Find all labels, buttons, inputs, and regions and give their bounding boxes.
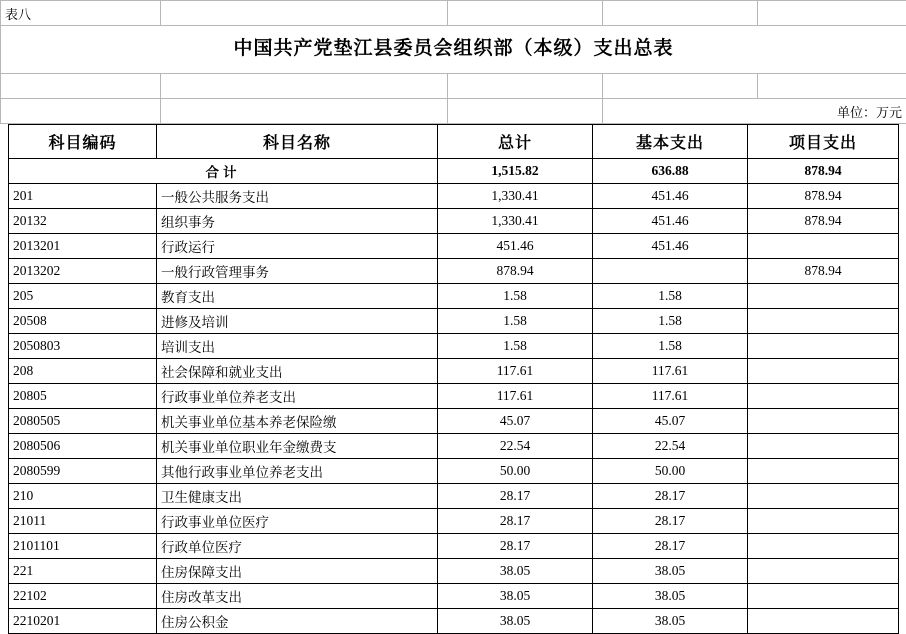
empty-cell xyxy=(1,74,161,99)
total-row-basic: 636.88 xyxy=(593,159,748,184)
cell-project-expenditure xyxy=(748,384,899,409)
empty-cell xyxy=(161,1,448,26)
total-row-label: 合计 xyxy=(9,159,438,184)
cell-total: 28.17 xyxy=(438,534,593,559)
cell-total: 22.54 xyxy=(438,434,593,459)
cell-total: 1.58 xyxy=(438,334,593,359)
expenditure-table xyxy=(8,124,899,634)
total-row-project: 878.94 xyxy=(748,159,899,184)
cell-subject-code: 221 xyxy=(9,559,157,584)
cell-subject-name: 机关事业单位职业年金缴费支 xyxy=(157,434,438,459)
column-header-total: 总计 xyxy=(438,125,593,159)
cell-project-expenditure xyxy=(748,359,899,384)
cell-total: 28.17 xyxy=(438,484,593,509)
cell-subject-code: 2013201 xyxy=(9,234,157,259)
table-row xyxy=(9,184,899,209)
cell-total: 38.05 xyxy=(438,559,593,584)
tab-label: 表八 xyxy=(5,7,31,22)
cell-subject-name: 培训支出 xyxy=(157,334,438,359)
empty-cell xyxy=(448,74,603,99)
empty-cell xyxy=(161,99,448,124)
cell-subject-name: 行政事业单位医疗 xyxy=(157,509,438,534)
empty-cell xyxy=(1,99,161,124)
cell-basic-expenditure: 38.05 xyxy=(593,559,748,584)
cell-subject-code: 22102 xyxy=(9,584,157,609)
table-row xyxy=(9,459,899,484)
cell-project-expenditure xyxy=(748,509,899,534)
cell-total: 38.05 xyxy=(438,609,593,634)
table-row xyxy=(9,609,899,634)
cell-basic-expenditure: 117.61 xyxy=(593,359,748,384)
cell-subject-code: 20508 xyxy=(9,309,157,334)
cell-project-expenditure xyxy=(748,334,899,359)
total-row-total: 1,515.82 xyxy=(438,159,593,184)
cell-subject-code: 2050803 xyxy=(9,334,157,359)
table-row xyxy=(9,534,899,559)
column-header-code: 科目编码 xyxy=(9,125,157,159)
empty-cell xyxy=(603,1,758,26)
empty-cell xyxy=(758,74,906,99)
cell-subject-name: 社会保障和就业支出 xyxy=(157,359,438,384)
spacer-row xyxy=(1,74,906,99)
cell-total: 1.58 xyxy=(438,309,593,334)
cell-total: 38.05 xyxy=(438,584,593,609)
table-row xyxy=(9,309,899,334)
cell-subject-code: 201 xyxy=(9,184,157,209)
cell-project-expenditure: 878.94 xyxy=(748,184,899,209)
cell-project-expenditure xyxy=(748,484,899,509)
cell-project-expenditure xyxy=(748,234,899,259)
cell-project-expenditure xyxy=(748,434,899,459)
cell-subject-code: 205 xyxy=(9,284,157,309)
sheet-header-grid xyxy=(0,0,906,124)
cell-subject-name: 一般行政管理事务 xyxy=(157,259,438,284)
cell-subject-name: 教育支出 xyxy=(157,284,438,309)
cell-total: 50.00 xyxy=(438,459,593,484)
cell-subject-code: 210 xyxy=(9,484,157,509)
tab-label-cell xyxy=(1,1,161,26)
cell-subject-name: 行政事业单位养老支出 xyxy=(157,384,438,409)
table-row xyxy=(9,209,899,234)
unit-note: 单位：万元 xyxy=(837,105,902,120)
cell-basic-expenditure: 28.17 xyxy=(593,534,748,559)
cell-total: 451.46 xyxy=(438,234,593,259)
table-row xyxy=(9,434,899,459)
cell-basic-expenditure: 28.17 xyxy=(593,509,748,534)
cell-project-expenditure xyxy=(748,559,899,584)
cell-basic-expenditure xyxy=(593,259,748,284)
cell-subject-name: 行政运行 xyxy=(157,234,438,259)
header-row xyxy=(9,125,899,159)
cell-subject-name: 一般公共服务支出 xyxy=(157,184,438,209)
cell-basic-expenditure: 1.58 xyxy=(593,284,748,309)
cell-subject-name: 组织事务 xyxy=(157,209,438,234)
table-row xyxy=(9,334,899,359)
cell-total: 1,330.41 xyxy=(438,184,593,209)
title-row xyxy=(1,26,906,74)
cell-subject-name: 进修及培训 xyxy=(157,309,438,334)
cell-project-expenditure xyxy=(748,609,899,634)
cell-basic-expenditure: 117.61 xyxy=(593,384,748,409)
cell-project-expenditure xyxy=(748,534,899,559)
unit-note-cell xyxy=(603,99,906,124)
cell-subject-code: 2080505 xyxy=(9,409,157,434)
unit-note-row xyxy=(1,99,906,124)
cell-subject-name: 其他行政事业单位养老支出 xyxy=(157,459,438,484)
cell-basic-expenditure: 28.17 xyxy=(593,484,748,509)
column-header-basic: 基本支出 xyxy=(593,125,748,159)
table-row xyxy=(9,384,899,409)
cell-total: 117.61 xyxy=(438,359,593,384)
table-row xyxy=(9,259,899,284)
cell-basic-expenditure: 1.58 xyxy=(593,334,748,359)
cell-basic-expenditure: 451.46 xyxy=(593,234,748,259)
cell-subject-name: 卫生健康支出 xyxy=(157,484,438,509)
table-row xyxy=(9,584,899,609)
cell-subject-name: 行政单位医疗 xyxy=(157,534,438,559)
cell-subject-name: 住房公积金 xyxy=(157,609,438,634)
cell-project-expenditure xyxy=(748,584,899,609)
cell-total: 117.61 xyxy=(438,384,593,409)
tab-label-row xyxy=(1,1,906,26)
cell-basic-expenditure: 1.58 xyxy=(593,309,748,334)
empty-cell xyxy=(603,74,758,99)
cell-basic-expenditure: 451.46 xyxy=(593,184,748,209)
cell-subject-code: 2210201 xyxy=(9,609,157,634)
cell-subject-code: 2013202 xyxy=(9,259,157,284)
empty-cell xyxy=(758,1,906,26)
cell-total: 45.07 xyxy=(438,409,593,434)
cell-project-expenditure xyxy=(748,309,899,334)
table-row xyxy=(9,559,899,584)
cell-subject-name: 机关事业单位基本养老保险缴 xyxy=(157,409,438,434)
cell-basic-expenditure: 451.46 xyxy=(593,209,748,234)
cell-subject-code: 20132 xyxy=(9,209,157,234)
column-header-project: 项目支出 xyxy=(748,125,899,159)
empty-cell xyxy=(448,1,603,26)
table-row xyxy=(9,284,899,309)
table-row xyxy=(9,509,899,534)
table-header xyxy=(9,125,899,159)
cell-total: 1.58 xyxy=(438,284,593,309)
cell-subject-code: 21011 xyxy=(9,509,157,534)
table-row xyxy=(9,234,899,259)
cell-project-expenditure: 878.94 xyxy=(748,259,899,284)
column-header-name: 科目名称 xyxy=(157,125,438,159)
cell-total: 1,330.41 xyxy=(438,209,593,234)
cell-total: 878.94 xyxy=(438,259,593,284)
cell-subject-code: 2080506 xyxy=(9,434,157,459)
cell-project-expenditure xyxy=(748,409,899,434)
cell-project-expenditure: 878.94 xyxy=(748,209,899,234)
empty-cell xyxy=(161,74,448,99)
cell-basic-expenditure: 50.00 xyxy=(593,459,748,484)
cell-project-expenditure xyxy=(748,284,899,309)
cell-subject-code: 2101101 xyxy=(9,534,157,559)
table-body xyxy=(9,159,899,634)
cell-project-expenditure xyxy=(748,459,899,484)
table-row xyxy=(9,359,899,384)
page-title: 中国共产党垫江县委员会组织部（本级）支出总表 xyxy=(233,38,673,59)
cell-basic-expenditure: 38.05 xyxy=(593,609,748,634)
cell-subject-code: 208 xyxy=(9,359,157,384)
cell-subject-code: 2080599 xyxy=(9,459,157,484)
table-row xyxy=(9,409,899,434)
total-row xyxy=(9,159,899,184)
cell-subject-code: 20805 xyxy=(9,384,157,409)
cell-basic-expenditure: 22.54 xyxy=(593,434,748,459)
cell-basic-expenditure: 45.07 xyxy=(593,409,748,434)
cell-total: 28.17 xyxy=(438,509,593,534)
page-title-cell xyxy=(1,26,906,74)
cell-subject-name: 住房保障支出 xyxy=(157,559,438,584)
empty-cell xyxy=(448,99,603,124)
cell-basic-expenditure: 38.05 xyxy=(593,584,748,609)
table-row xyxy=(9,484,899,509)
cell-subject-name: 住房改革支出 xyxy=(157,584,438,609)
